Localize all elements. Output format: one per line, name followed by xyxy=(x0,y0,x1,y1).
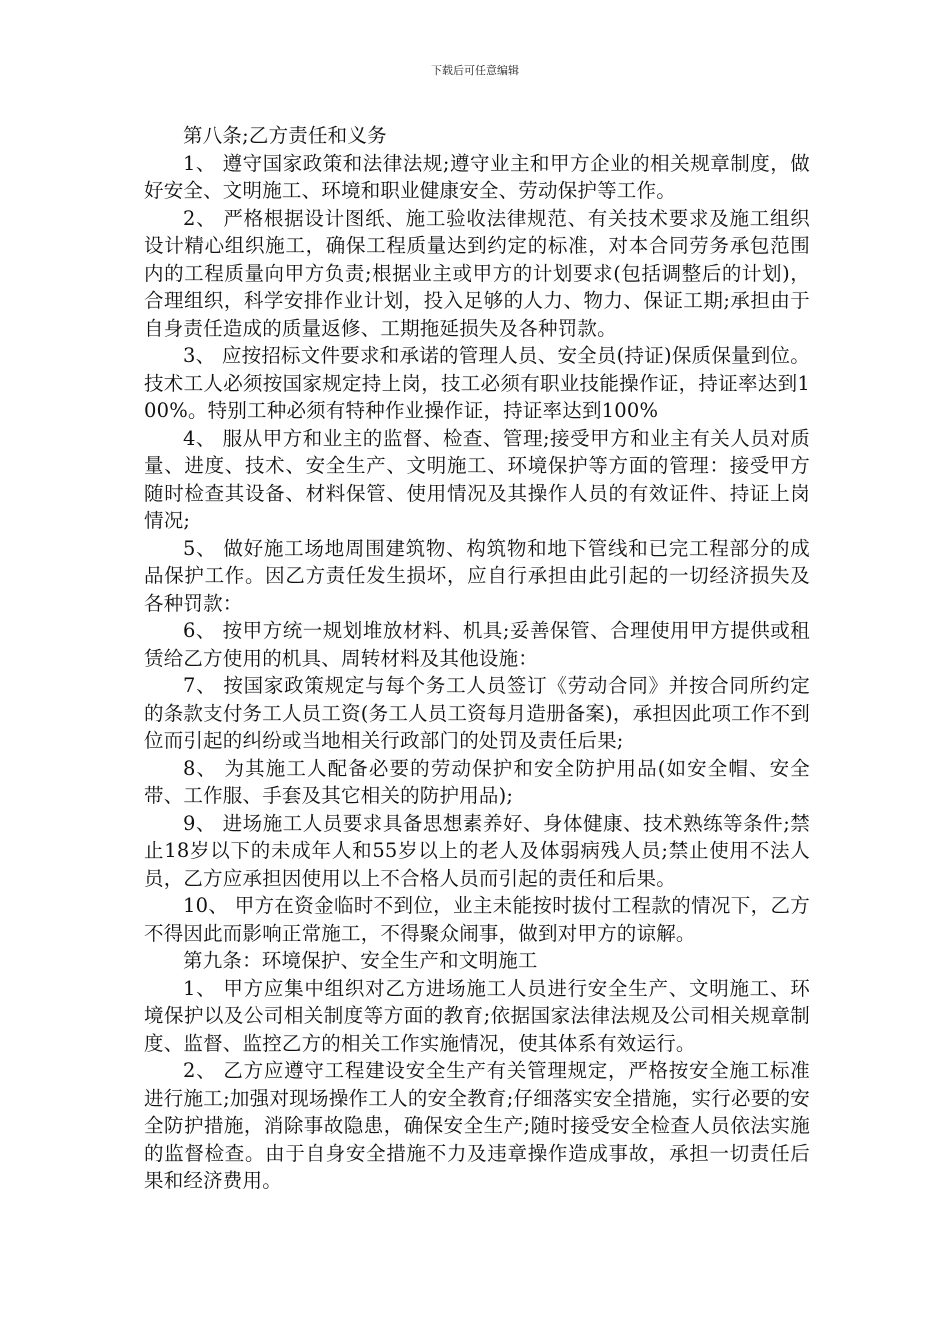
article-8-clause-3: 3、 应按招标文件要求和承诺的管理人员、安全员(持证)保质保量到位。技术工人必须按国家规定持上岗，技工必须有职业技能操作证，持证率达到100%。特别工种必须有特种作业操作证，持证率达到100% xyxy=(144,344,810,422)
article-9-clause-1: 1、 甲方应集中组织对乙方进场施工人员进行安全生产、文明施工、环境保护以及公司相关制度等方面的教育;依据国家法律法规及公司相关规章制度、监督、监控乙方的相关工作实施情况，使其体系有效运行。 xyxy=(144,976,810,1055)
article-8-clause-1: 1、 遵守国家政策和法律法规;遵守业主和甲方企业的相关规章制度，做好安全、文明施工、环境和职业健康安全、劳动保护等工作。 xyxy=(144,151,810,202)
article-8-clause-4: 4、 服从甲方和业主的监督、检查、管理;接受甲方和业主有关人员对质量、进度、技术、安全生产、文明施工、环境保护等方面的管理：接受甲方随时检查其设备、材料保管、使用情况及其操作人员的有效证件、持证上岗情况; xyxy=(144,426,810,532)
document-body xyxy=(144,122,810,1195)
article-9-clause-2: 2、 乙方应遵守工程建设安全生产有关管理规定，严格按安全施工标准进行施工;加强对现场操作工人的安全教育;仔细落实安全措施，实行必要的安全防护措施，消除事故隐患，确保安全生产;随时接受安全检查人员依法实施的监督检查。由于自身安全措施不力及违章操作造成事故，承担一切责任后果和经济费用。 xyxy=(144,1059,810,1192)
article-8-clause-7: 7、 按国家政策规定与每个务工人员签订《劳动合同》并按合同所约定的条款支付务工人员工资(务工人员工资每月造册备案)，承担因此项工作不到位而引起的纠纷或当地相关行政部门的处罚及责任后果; xyxy=(144,674,810,752)
article-8-clause-9: 9、 进场施工人员要求具备思想素养好、身体健康、技术熟练等条件;禁止18岁以下的未成年人和55岁以上的老人及体弱病残人员;禁止使用不法人员，乙方应承担因使用以上不合格人员而引起的责任和后果。 xyxy=(144,811,810,890)
article-8-clause-8: 8、 为其施工人配备必要的劳动保护和安全防护用品(如安全帽、安全带、工作服、手套及其它相关的防护用品); xyxy=(144,756,810,807)
article-8-heading: 第八条;乙方责任和义务 xyxy=(183,124,387,147)
article-8-clause-10: 10、 甲方在资金临时不到位，业主未能按时拔付工程款的情况下，乙方不得因此而影响正常施工，不得聚众闹事，做到对甲方的谅解。 xyxy=(144,894,810,945)
article-8-clause-5: 5、 做好施工场地周围建筑物、构筑物和地下管线和已完工程部分的成品保护工作。因乙方责任发生损坏，应自行承担由此引起的一切经济损失及各种罚款： xyxy=(144,536,810,615)
article-8-clause-6: 6、 按甲方统一规划堆放材料、机具;妥善保管、合理使用甲方提供或租赁给乙方使用的机具、周转材料及其他设施： xyxy=(144,619,810,670)
page-header-note: 下载后可任意编辑 xyxy=(431,64,519,77)
article-8-clause-2: 2、 严格根据设计图纸、施工验收法律规范、有关技术要求及施工组织设计精心组织施工，确保工程质量达到约定的标准，对本合同劳务承包范围内的工程质量向甲方负责;根据业主或甲方的计划要求(包括调整后的计划)，合理组织，科学安排作业计划，投入足够的人力、物力、保证工期;承担由于自身责任造成的质量返修、工期拖延损失及各种罚款。 xyxy=(144,206,810,340)
article-9-heading: 第九条：环境保护、安全生产和文明施工 xyxy=(183,949,538,972)
